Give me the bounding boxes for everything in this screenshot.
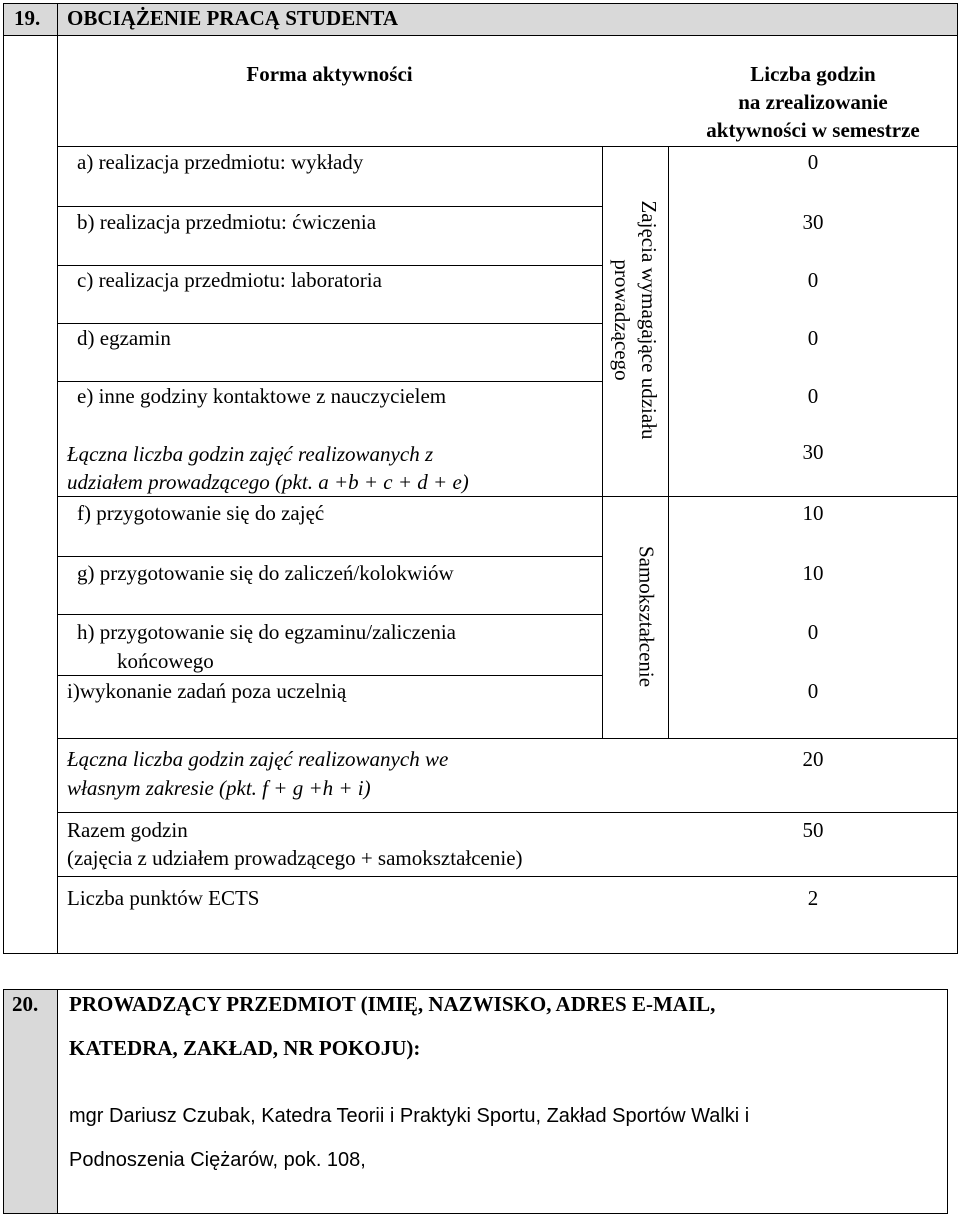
col-hours-header-1: Liczba godzin: [750, 62, 876, 86]
grand-total-label-2: (zajęcia z udziałem prowadzącego + samokształcenie): [67, 846, 523, 870]
col-hours-header-3: aktywności w semestrze: [706, 118, 920, 142]
row-h-label-2: końcowego: [117, 649, 214, 673]
col-hours-header-2: na zrealizowanie: [738, 90, 888, 114]
section20-content-1: mgr Dariusz Czubak, Katedra Teorii i Praktyki Sportu, Zakład Sportów Walki i: [69, 1105, 750, 1127]
self-total-label-2: własnym zakresie (pkt. f + g +h + i): [67, 776, 371, 800]
section20-title-2: KATEDRA, ZAKŁAD, NR POKOJU):: [69, 1036, 421, 1060]
row-d-label: d) egzamin: [77, 326, 171, 350]
contact-total-label-2: udziałem prowadzącego (pkt. a +b + c + d + e): [67, 470, 469, 494]
ects-value: 2: [807, 886, 819, 910]
row-i-value: 0: [807, 679, 819, 703]
grand-total-label-1: Razem godzin: [67, 818, 188, 842]
section20-number: 20.: [12, 992, 39, 1016]
row-e-label: e) inne godziny kontaktowe z nauczycielem: [77, 384, 447, 408]
row-d-value: 0: [807, 326, 819, 350]
row-f-value: 10: [802, 501, 824, 525]
row-h-value: 0: [807, 620, 819, 644]
row-b-label: b) realizacja przedmiotu: ćwiczenia: [77, 210, 377, 234]
row-f-label: f) przygotowanie się do zajęć: [77, 501, 325, 525]
section20-number-bg: [3, 989, 57, 1214]
row-a-value: 0: [807, 150, 819, 174]
row-i-label: i)wykonanie zadań poza uczelnią: [67, 679, 347, 703]
row-c-label: c) realizacja przedmiotu: laboratoria: [77, 268, 382, 292]
section19-title: OBCIĄŻENIE PRACĄ STUDENTA: [67, 6, 398, 30]
group-contact-label: Zajęcia wymagające udziału prowadzącego: [610, 200, 661, 440]
self-total-label-1: Łączna liczba godzin zajęć realizowanych we: [67, 747, 449, 771]
row-g-value: 10: [802, 561, 824, 585]
self-total-value: 20: [802, 747, 824, 771]
row-e-value: 0: [807, 384, 819, 408]
contact-total-value: 30: [802, 440, 824, 464]
ects-label: Liczba punktów ECTS: [67, 886, 260, 910]
section20-title-1: PROWADZĄCY PRZEDMIOT (IMIĘ, NAZWISKO, ADRES E-MAIL,: [69, 992, 716, 1016]
group-self-label: Samokształcenie: [634, 545, 659, 688]
row-h-label: h) przygotowanie się do egzaminu/zaliczenia: [77, 620, 457, 644]
section19-number: 19.: [14, 6, 41, 30]
row-a-label: a) realizacja przedmiotu: wykłady: [77, 150, 364, 174]
row-c-value: 0: [807, 268, 819, 292]
row-g-label: g) przygotowanie się do zaliczeń/kolokwiów: [77, 561, 454, 585]
col-activity-header: Forma aktywności: [246, 62, 413, 86]
grand-total-value: 50: [802, 818, 824, 842]
row-b-value: 30: [802, 210, 824, 234]
section20-content-2: Podnoszenia Ciężarów, pok. 108,: [69, 1149, 366, 1171]
contact-total-label-1: Łączna liczba godzin zajęć realizowanych z: [67, 442, 434, 466]
